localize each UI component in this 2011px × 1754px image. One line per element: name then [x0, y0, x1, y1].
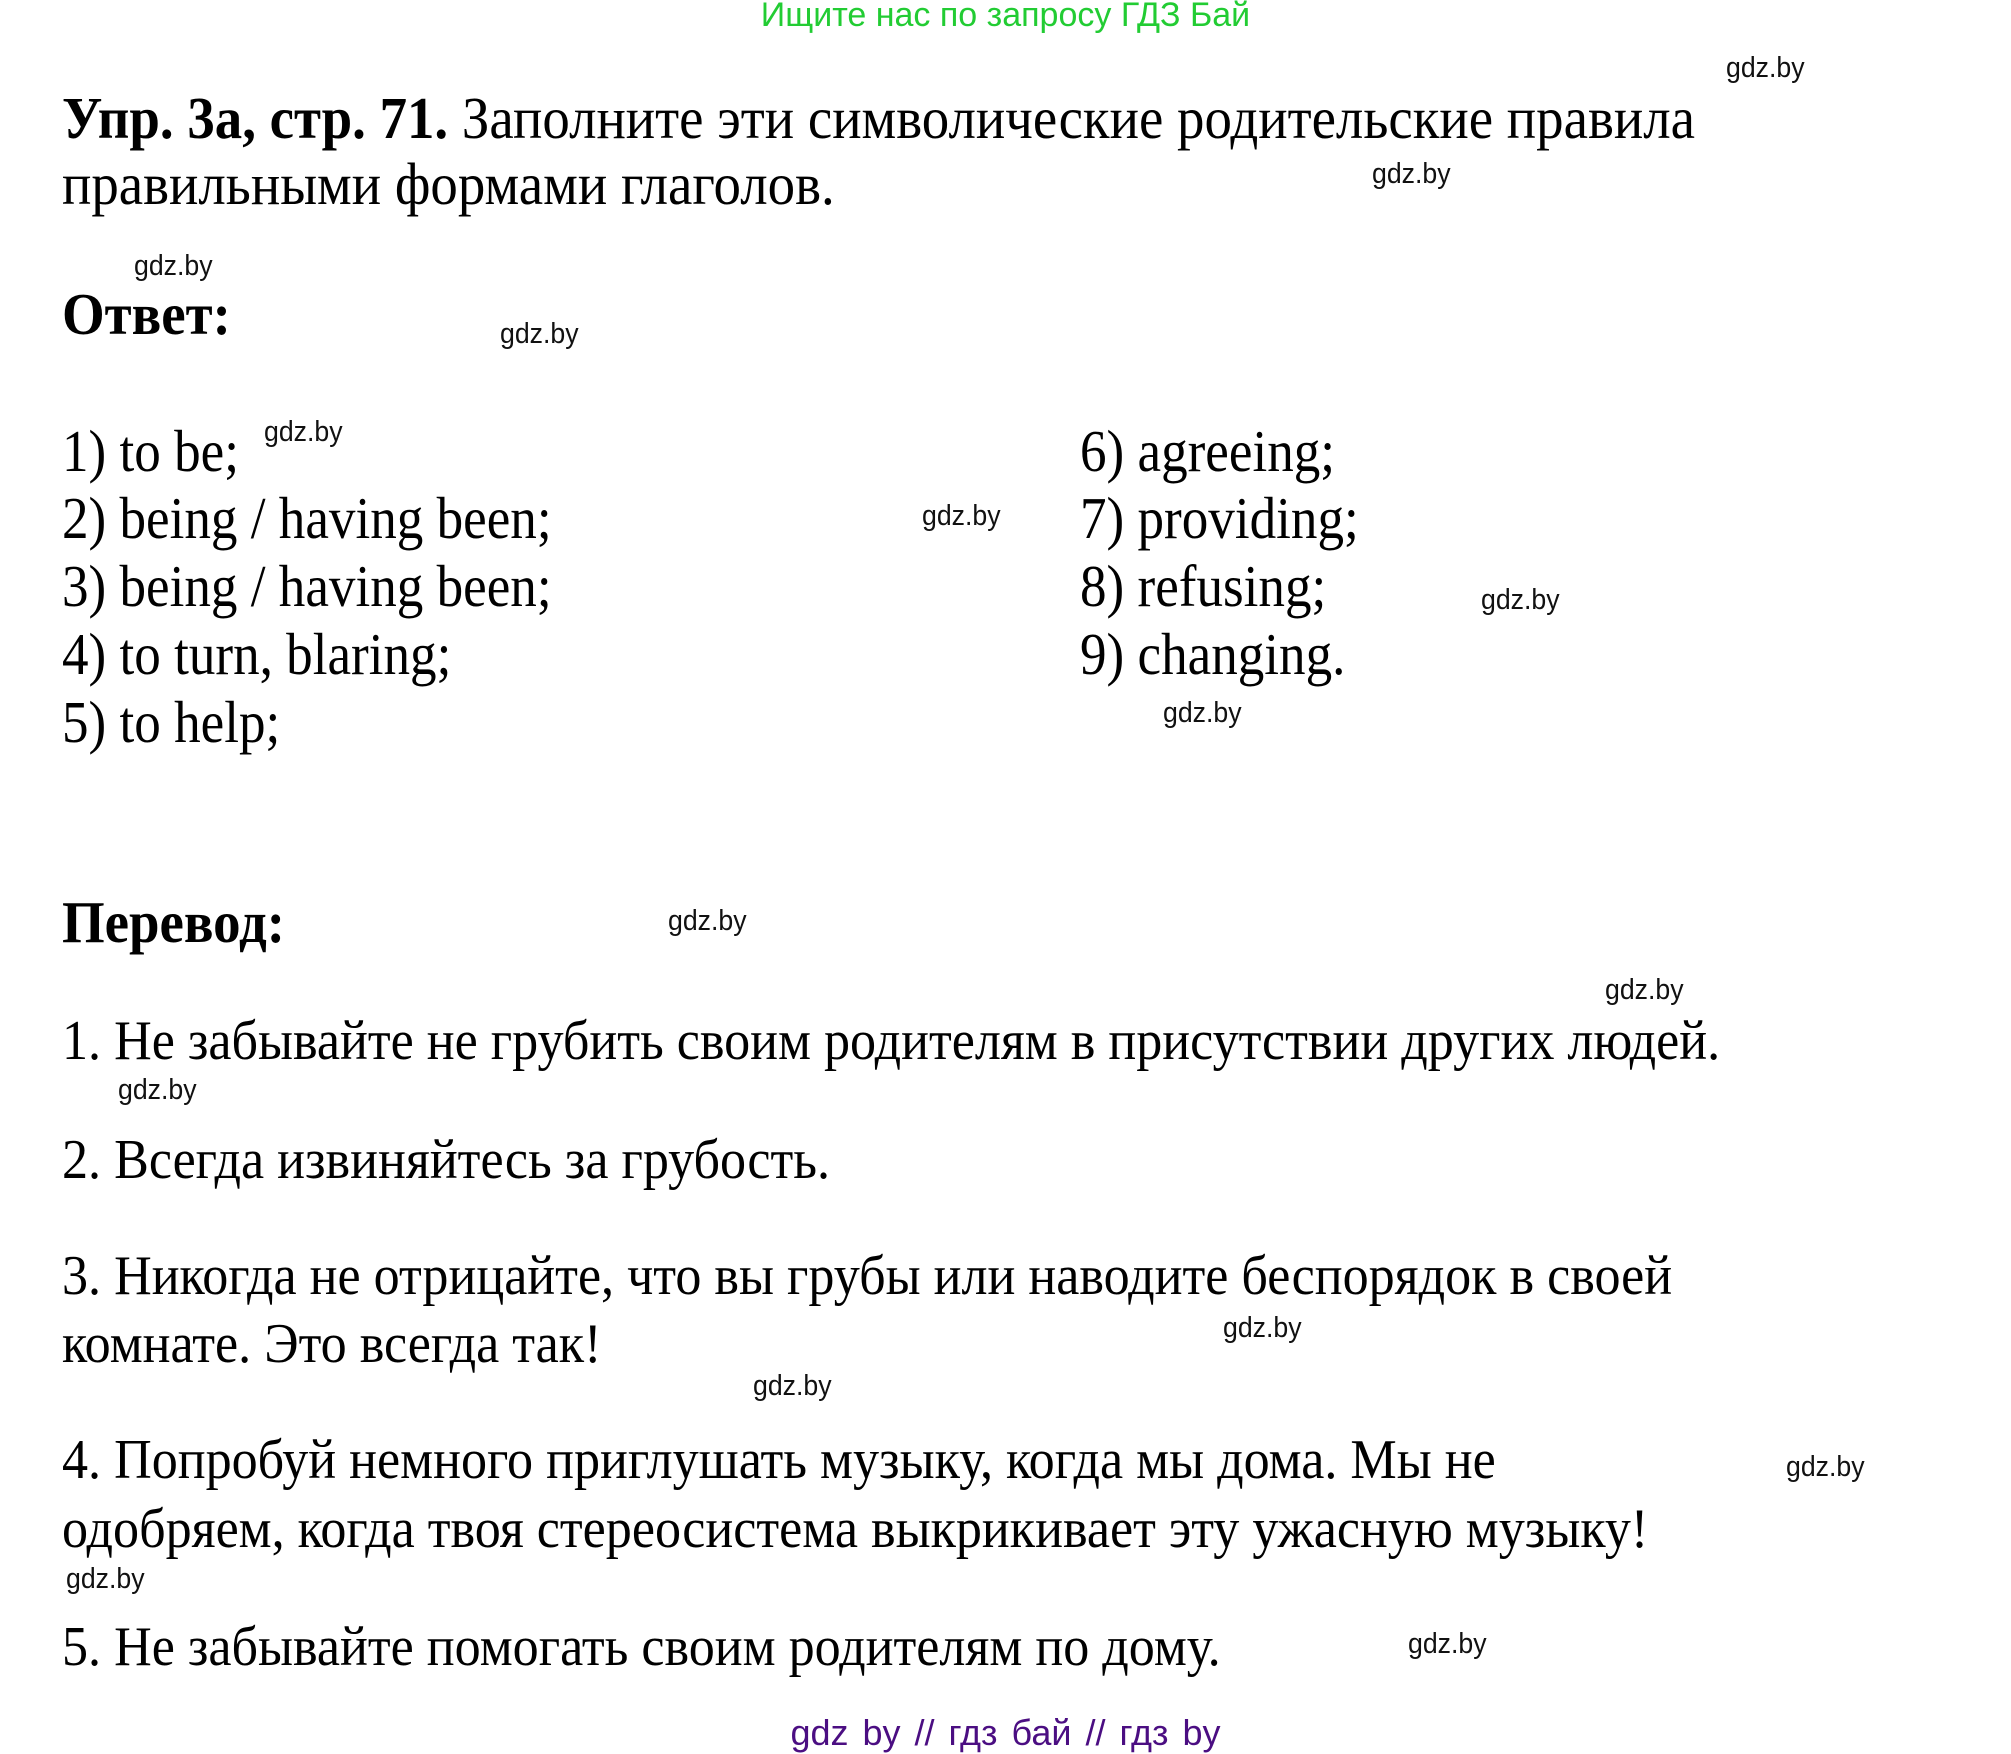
translation-item-4-line-1: 4. Попробуй немного приглушать музыку, когда мы дома. Мы не — [62, 1429, 1496, 1491]
task-label: Упр. 3а, стр. 71. — [62, 85, 449, 151]
watermark: gdz.by — [134, 250, 213, 282]
watermark: gdz.by — [922, 500, 1001, 532]
watermark: gdz.by — [1605, 974, 1684, 1006]
watermark: gdz.by — [1372, 158, 1451, 190]
watermark: gdz.by — [668, 905, 747, 937]
answer-heading: Ответ: — [62, 281, 231, 347]
answer-item-1: 1) to be; — [62, 418, 239, 484]
task-statement-line-1 — [62, 84, 1695, 152]
watermark: gdz.by — [1726, 52, 1805, 84]
answer-item-8: 8) refusing; — [1080, 553, 1327, 619]
search-banner: Ищите нас по запросу ГДЗ Бай — [760, 0, 1251, 34]
watermark: gdz.by — [264, 416, 343, 448]
watermark: gdz.by — [1408, 1628, 1487, 1660]
translation-item-3-line-1: 3. Никогда не отрицайте, что вы грубы или наводите беспорядок в своей — [62, 1245, 1673, 1307]
watermark: gdz.by — [500, 318, 579, 350]
watermark: gdz.by — [1786, 1451, 1865, 1483]
translation-item-4-line-2: одобряем, когда твоя стереосистема выкрикивает эту ужасную музыку! — [62, 1498, 1649, 1560]
watermark: gdz.by — [1163, 697, 1242, 729]
task-instruction: Заполните эти символические родительские правила — [448, 85, 1695, 151]
answer-item-9: 9) changing. — [1080, 621, 1346, 687]
watermark: gdz.by — [1481, 584, 1560, 616]
watermark: gdz.by — [118, 1074, 197, 1106]
task-statement-line-2: правильными формами глаголов. — [62, 151, 835, 217]
watermark: gdz.by — [66, 1563, 145, 1595]
translation-heading: Перевод: — [62, 889, 286, 955]
translation-item-5: 5. Не забывайте помогать своим родителям по дому. — [62, 1616, 1221, 1678]
watermark: gdz.by — [1223, 1312, 1302, 1344]
answer-item-7: 7) providing; — [1080, 485, 1359, 551]
translation-item-2: 2. Всегда извиняйтесь за грубость. — [62, 1129, 831, 1191]
footer-links: gdz by // гдз бай // гдз by — [790, 1712, 1221, 1753]
answer-item-5: 5) to help; — [62, 689, 281, 755]
watermark: gdz.by — [753, 1370, 832, 1402]
answer-item-3: 3) being / having been; — [62, 553, 552, 619]
translation-item-3-line-2: комнате. Это всегда так! — [62, 1313, 602, 1375]
translation-item-1: 1. Не забывайте не грубить своим родителям в присутствии других людей. — [62, 1010, 1721, 1072]
answer-item-6: 6) agreeing; — [1080, 418, 1336, 484]
answer-item-2: 2) being / having been; — [62, 485, 552, 551]
answer-item-4: 4) to turn, blaring; — [62, 621, 452, 687]
